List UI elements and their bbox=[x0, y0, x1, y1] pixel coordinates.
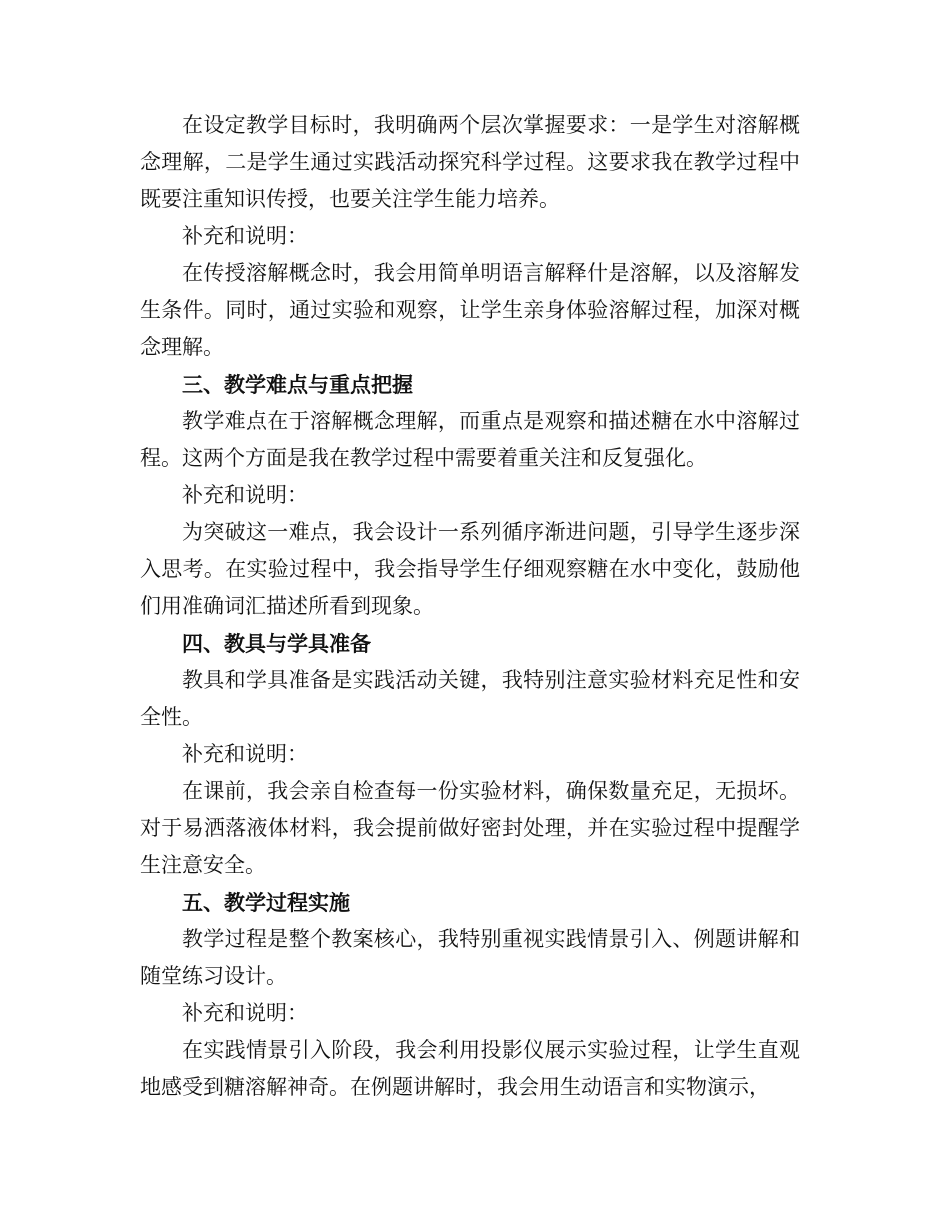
supplement-label: 补充和说明： bbox=[182, 1001, 308, 1025]
section-heading: 三、教学难点与重点把握 bbox=[182, 372, 413, 397]
paragraph: 教具和学具准备是实践活动关键，我特别注意实验材料充足性和安全性。 bbox=[140, 668, 800, 729]
paragraph: 在传授溶解概念时，我会用简单明语言解释什是溶解，以及溶解发生条件。同时，通过实验和观察，让学生亲身体验溶解过程，加深对概念理解。 bbox=[140, 261, 800, 359]
paragraph: 教学难点在于溶解概念理解，而重点是观察和描述糖在水中溶解过程。这两个方面是我在教学过程中需要着重关注和反复强化。 bbox=[140, 409, 800, 470]
section-heading: 四、教具与学具准备 bbox=[182, 631, 371, 656]
paragraph: 在课前，我会亲自检查每一份实验材料，确保数量充足，无损坏。对于易洒落液体材料，我会提前做好密封处理，并在实验过程中提醒学生注意安全。 bbox=[140, 779, 800, 877]
paragraph: 为突破这一难点，我会设计一系列循序渐进问题，引导学生逐步深入思考。在实验过程中，我会指导学生仔细观察糖在水中变化，鼓励他们用准确词汇描述所看到现象。 bbox=[140, 520, 800, 618]
supplement-label: 补充和说明： bbox=[182, 483, 308, 507]
paragraph: 教学过程是整个教案核心，我特别重视实践情景引入、例题讲解和随堂练习设计。 bbox=[140, 927, 800, 988]
paragraph: 在设定教学目标时，我明确两个层次掌握要求：一是学生对溶解概念理解，二是学生通过实践活动探究科学过程。这要求我在教学过程中既要注重知识传授，也要关注学生能力培养。 bbox=[140, 113, 800, 211]
document-page bbox=[140, 107, 800, 1106]
paragraph: 在实践情景引入阶段，我会利用投影仪展示实验过程，让学生直观地感受到糖溶解神奇。在例题讲解时，我会用生动语言和实物演示， bbox=[140, 1038, 800, 1099]
section-heading: 五、教学过程实施 bbox=[182, 890, 350, 915]
supplement-label: 补充和说明： bbox=[182, 224, 308, 248]
supplement-label: 补充和说明： bbox=[182, 742, 308, 766]
